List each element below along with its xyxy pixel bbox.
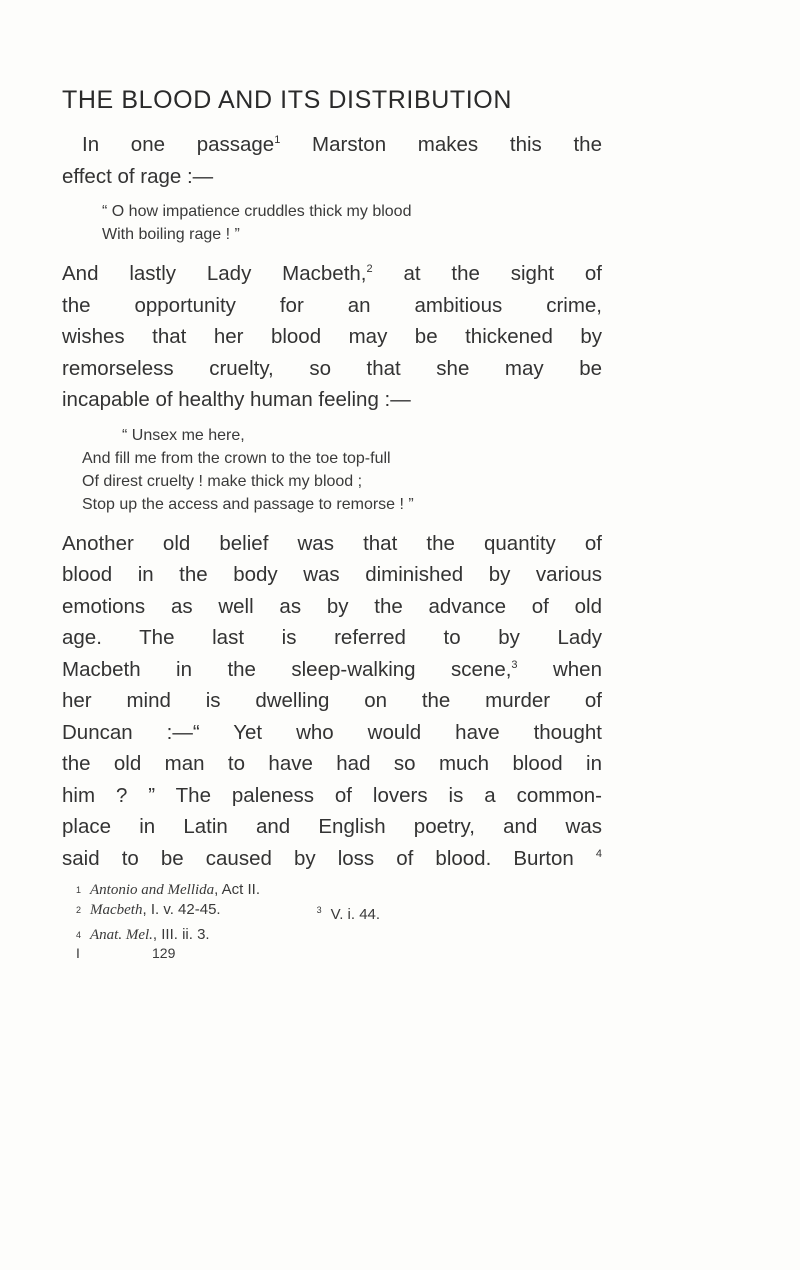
text-line: effect of rage :— [62, 164, 214, 188]
paragraph-2 [62, 258, 602, 416]
quote-line: “ O how impatience cruddles thick my blood [102, 203, 412, 220]
footnote-text [90, 925, 210, 945]
text-span: at the sight of [372, 262, 602, 285]
text-line: place in Latin and English poetry, and was [62, 815, 602, 838]
text-span: Macbeth in the sleep-walking scene, [62, 657, 512, 681]
quote-line: And fill me from the crown to the toe top-full [82, 449, 391, 467]
text-span: And lastly Lady Macbeth, [62, 262, 367, 285]
text-span: In one passage [82, 133, 275, 156]
paragraph-3 [62, 528, 602, 875]
footnote-number: 3 [316, 905, 322, 915]
page-footer [62, 945, 602, 961]
text-span: said to be caused by loss of blood. Burton [62, 846, 574, 870]
footnote-ref: 1 [274, 134, 281, 147]
footnote-text [90, 900, 221, 925]
text-span: Marston makes this the [280, 133, 602, 156]
footnote-secondary [317, 900, 380, 925]
text-line: the opportunity for an ambitious crime, [62, 293, 602, 317]
footnote-rest: , Act II. [214, 881, 261, 898]
footnote-number: 1 [76, 885, 82, 895]
footnote-ref: 2 [366, 263, 373, 276]
text-line: her mind is dwelling on the murder of [62, 689, 602, 712]
footnote-title: Macbeth [90, 902, 143, 918]
text-line [62, 258, 602, 290]
text-line: wishes that her blood may be thickened by [62, 325, 602, 348]
footnote-title: Anat. Mel. [90, 927, 153, 943]
text-line [62, 843, 602, 875]
text-line: remorseless cruelty, so that she may be [62, 356, 602, 380]
text-line: Duncan :—“ Yet who would have thought [62, 720, 602, 744]
book-page [62, 86, 602, 961]
text-line: the old man to have had so much blood in [62, 752, 602, 775]
footnote-number: 2 [76, 905, 82, 915]
footnotes [62, 880, 602, 945]
footnote-number: 4 [76, 930, 82, 940]
text-line [62, 129, 602, 161]
footnote-rest: , I. v. 42-45. [142, 901, 221, 918]
paragraph-1 [62, 129, 602, 192]
text-span: when [517, 657, 602, 681]
quotation-1 [82, 200, 602, 246]
text-line: Another old belief was that the quantity of [62, 531, 602, 555]
footnote [76, 900, 602, 925]
text-line: age. The last is referred to by Lady [62, 626, 602, 649]
text-line: him ? ” The paleness of lovers is a common- [62, 783, 602, 807]
footnote-title: Antonio and Mellida [90, 882, 215, 898]
footnote-ref: 4 [595, 847, 602, 860]
footnote [76, 880, 602, 900]
footnote-text [90, 880, 260, 900]
quote-line: With boiling rage ! ” [102, 226, 240, 243]
quote-line: Stop up the access and passage to remorse ! ” [82, 495, 414, 513]
text-line: blood in the body was diminished by various [62, 563, 602, 586]
text-line [62, 654, 602, 686]
page-number: 129 [152, 945, 176, 961]
quote-line: Of direst cruelty ! make thick my blood ; [82, 472, 363, 490]
running-head: THE BLOOD AND ITS DISTRIBUTION [62, 86, 512, 114]
text-line: emotions as well as by the advance of old [62, 594, 602, 618]
signature-mark: I [76, 945, 80, 961]
footnote [76, 925, 602, 945]
footnote-rest: , III. ii. 3. [152, 926, 210, 943]
footnote-rest: V. i. 44. [330, 906, 381, 923]
text-line: incapable of healthy human feeling :— [62, 388, 411, 411]
quotation-2 [82, 424, 602, 516]
footnote-ref: 3 [511, 658, 518, 671]
quote-line: “ Unsex me here, [122, 426, 245, 444]
